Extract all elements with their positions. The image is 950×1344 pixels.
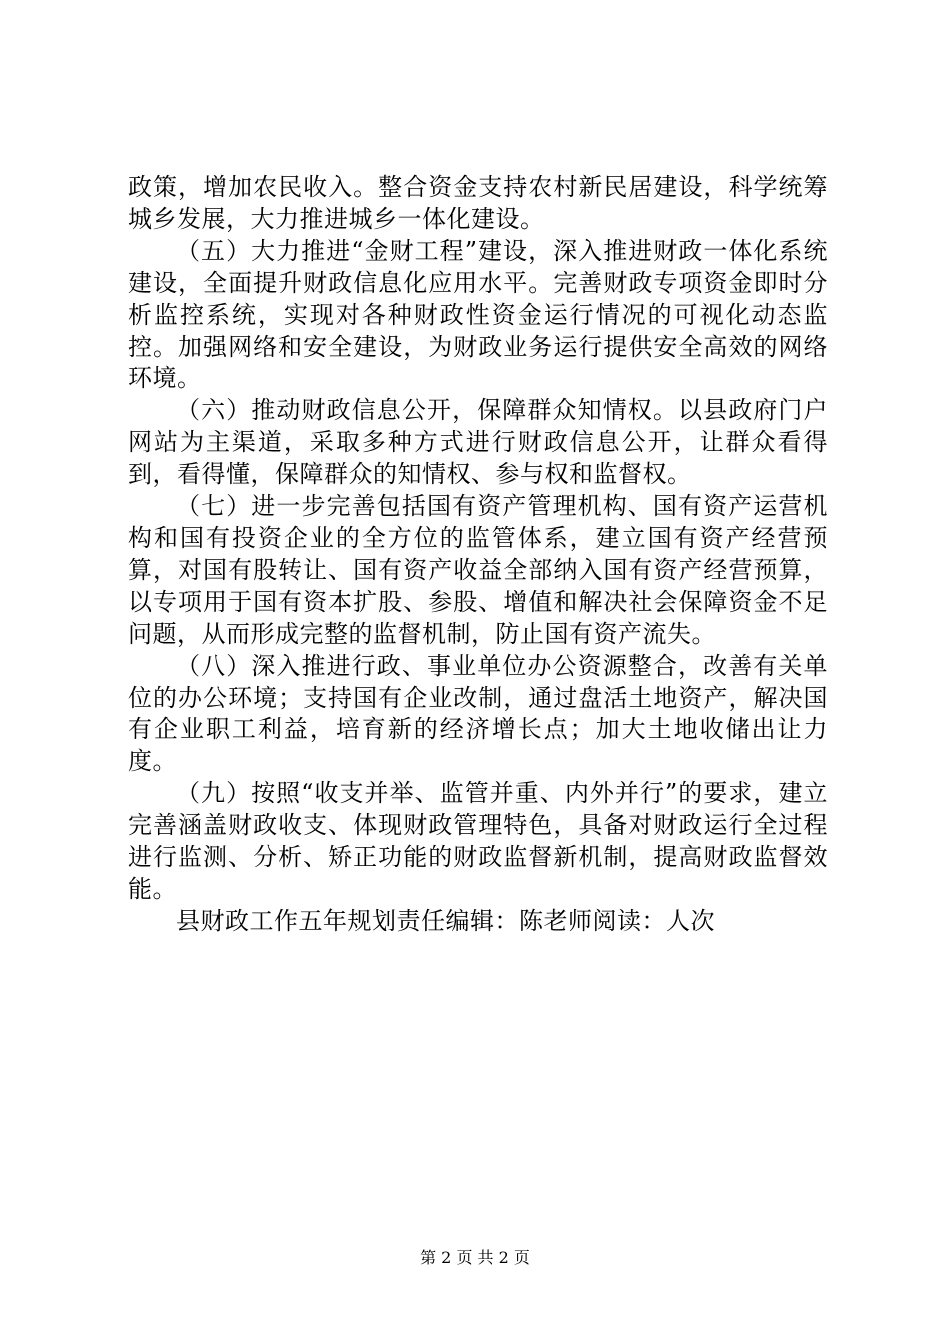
document-body xyxy=(128,172,828,938)
paragraph-item-9: （九）按照“收支并举、监管并重、内外并行”的要求，建立完善涵盖财政收支、体现财政管理特色，具备对财政运行全过程进行监测、分析、矫正功能的财政监督新机制，提高财政监督效能。 xyxy=(128,779,828,903)
paragraph-item-8: （八）深入推进行政、事业单位办公资源整合，改善有关单位的办公环境；支持国有企业改制，通过盘活土地资产，解决国有企业职工利益，培育新的经济增长点；加大土地收储出让力度。 xyxy=(128,651,828,776)
page-number-footer: 第 2 页 共 2 页 xyxy=(420,1248,530,1267)
paragraph-item-7: （七）进一步完善包括国有资产管理机构、国有资产运营机构和国有投资企业的全方位的监管体系，建立国有资产经营预算，对国有股转让、国有资产收益全部纳入国有资产经营预算，以专项用于国有资本扩股、参股、增值和解决社会保障资金不足问题，从而形成完整的监督机制，防止国有资产流失。 xyxy=(128,492,828,648)
paragraph-item-6: （六）推动财政信息公开，保障群众知情权。以县政府门户网站为主渠道，采取多种方式进行财政信息公开，让群众看得到，看得懂，保障群众的知情权、参与权和监督权。 xyxy=(128,396,828,489)
paragraph-item-5: （五）大力推进“金财工程”建设，深入推进财政一体化系统建设，全面提升财政信息化应用水平。完善财政专项资金即时分析监控系统，实现对各种财政性资金运行情况的可视化动态监控。加强网络和安全建设，为财政业务运行提供安全高效的网络环境。 xyxy=(128,236,828,393)
paragraph-continuation: 政策，增加农民收入。整合资金支持农村新民居建设，科学统筹城乡发展，大力推进城乡一体化建设。 xyxy=(128,173,828,233)
editor-credit-line: 县财政工作五年规划责任编辑：陈老师阅读：人次 xyxy=(176,906,715,935)
